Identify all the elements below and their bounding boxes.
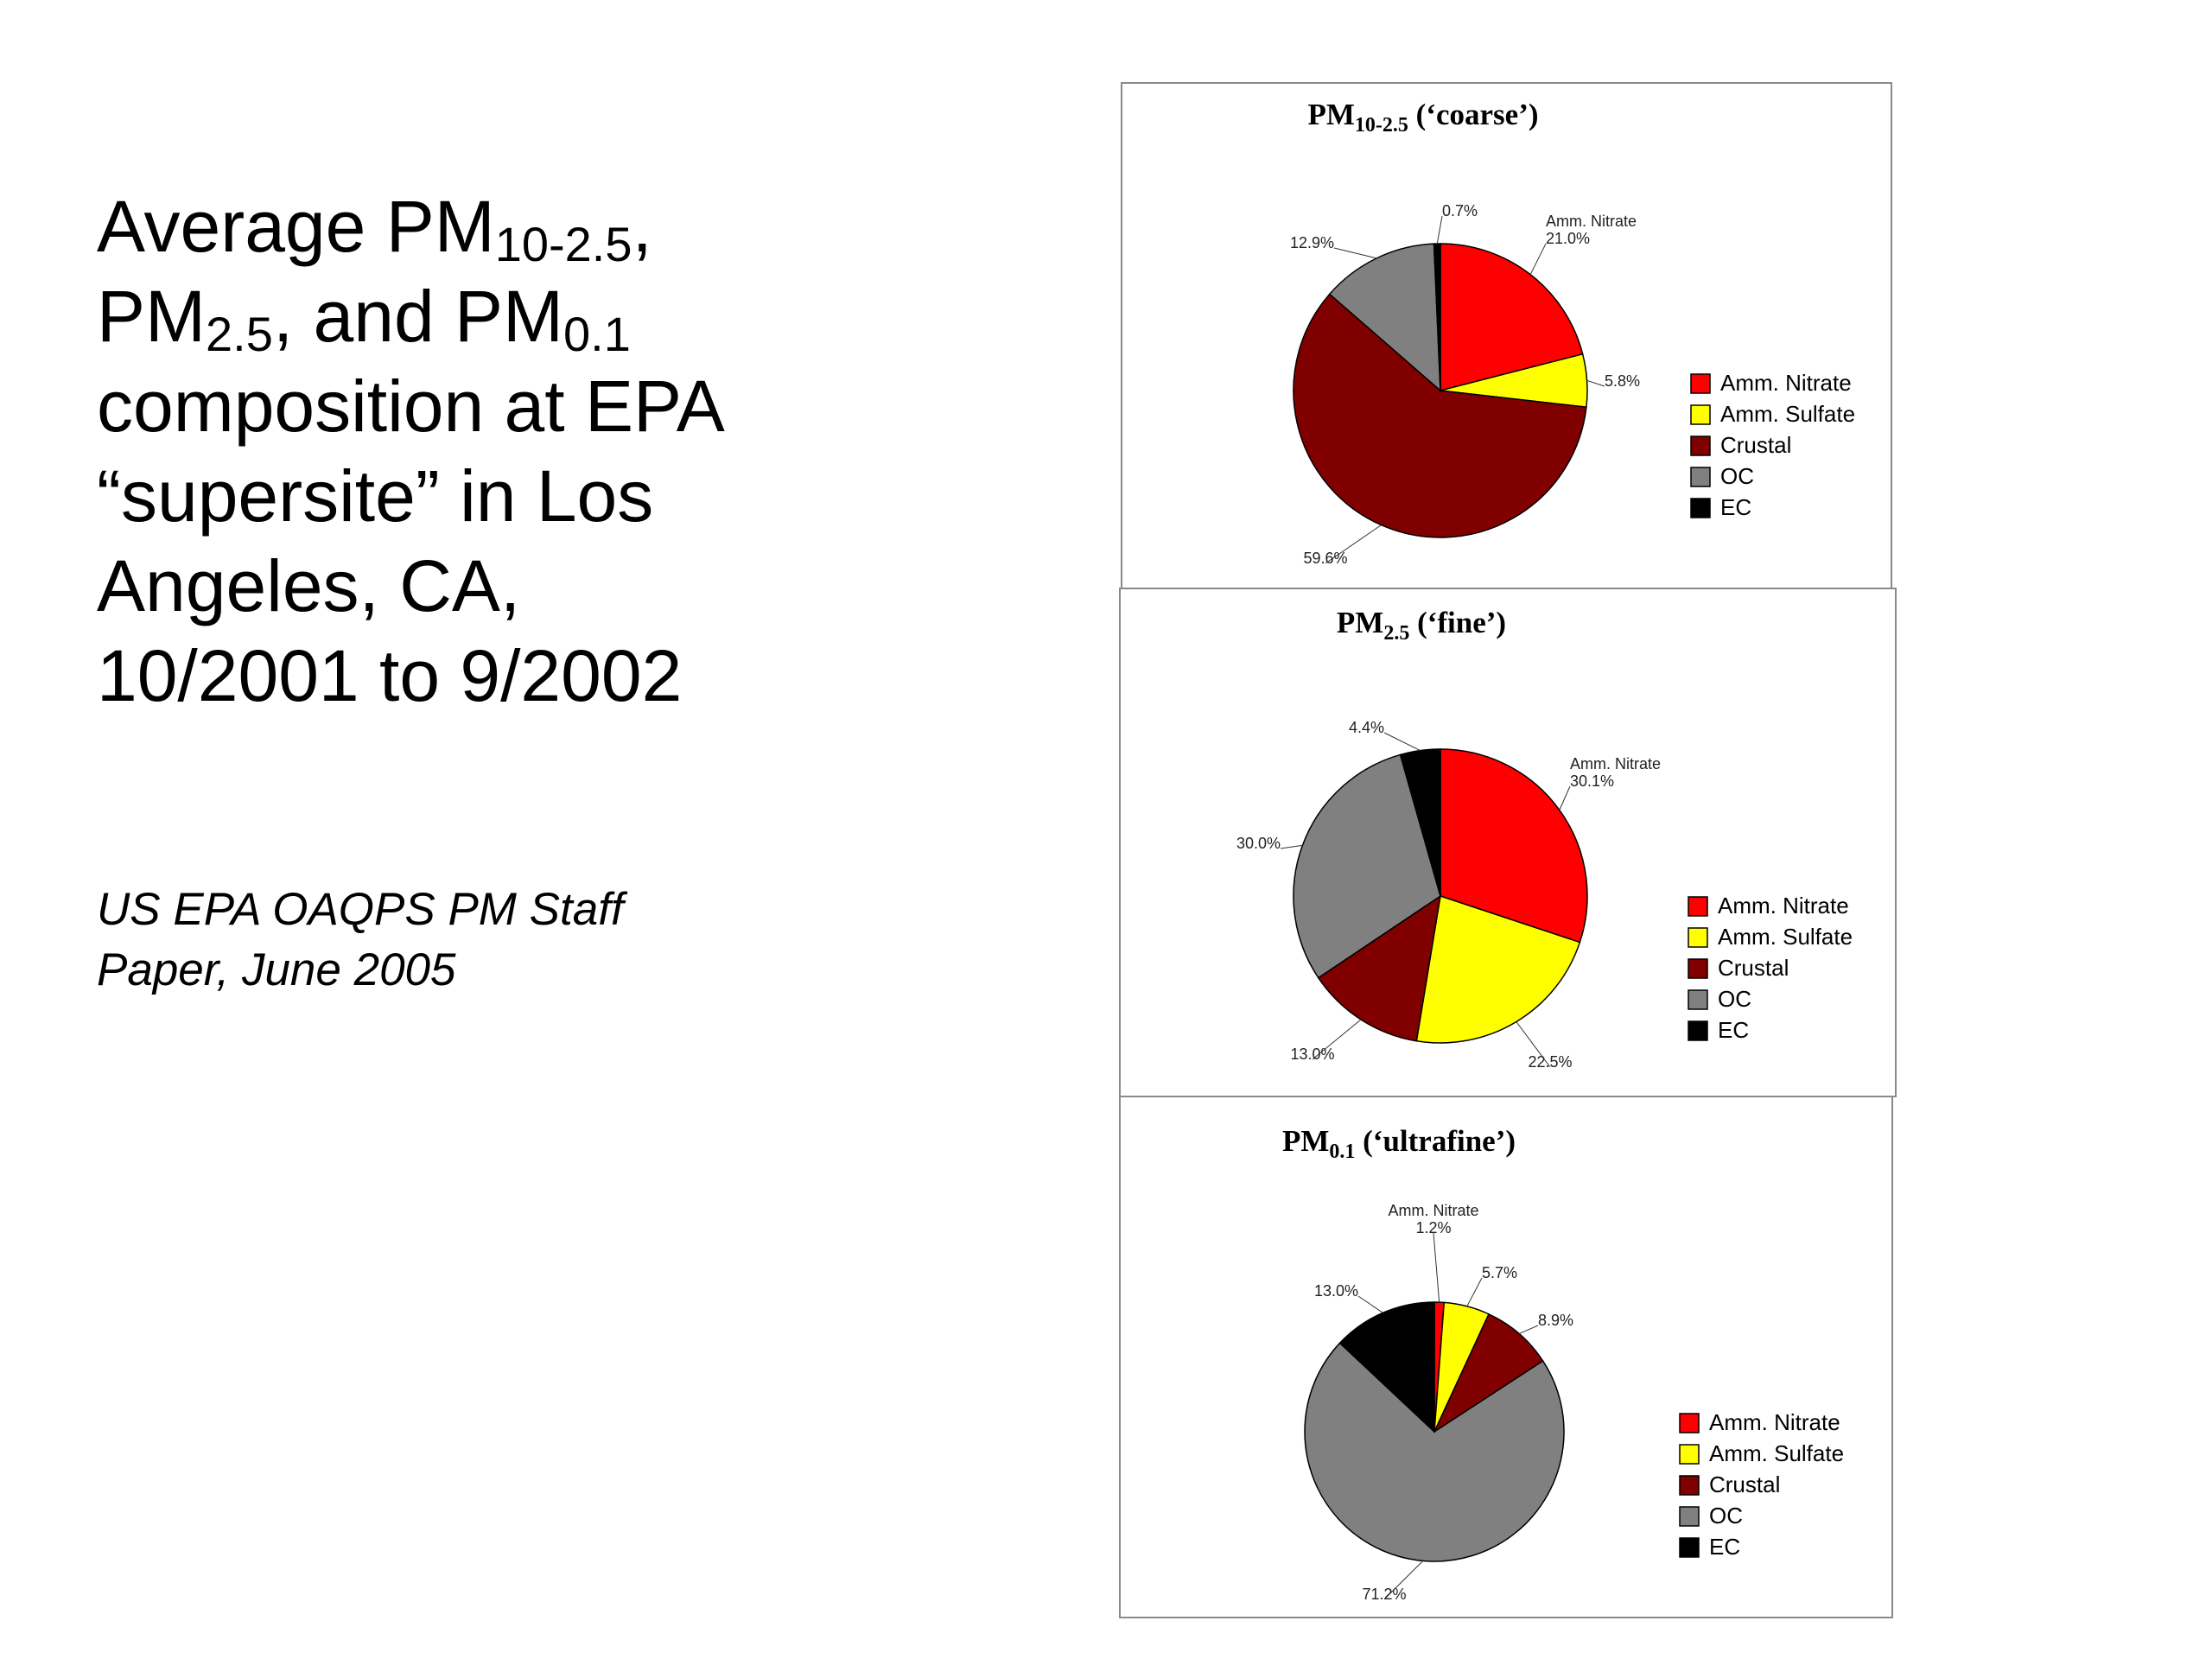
leader-line: [1437, 216, 1442, 244]
citation-line: US EPA OAQPS PM Staff: [97, 884, 624, 935]
legend-label-crustal: Crustal: [1718, 955, 1789, 981]
title-subscript: 10-2.5: [494, 217, 632, 272]
legend-label-ec: EC: [1718, 1017, 1750, 1043]
legend-label-crustal: Crustal: [1720, 432, 1792, 458]
pie-panel-ultrafine: [1119, 1096, 1893, 1618]
legend-swatch-amm-nitrate: [1691, 374, 1710, 393]
pie-panel-fine: [1119, 588, 1897, 1097]
legend-label-oc: OC: [1709, 1503, 1743, 1529]
data-label-amm-nitrate: Amm. Nitrate 21.0%: [1546, 213, 1637, 247]
pie-panel-coarse: [1121, 82, 1892, 592]
legend-swatch-oc: [1680, 1507, 1699, 1526]
chart-title: $PM_{2.5}$ (‘fine’): [1336, 606, 1507, 645]
legend-swatch-amm-sulfate: [1680, 1445, 1699, 1464]
data-label-oc: 71.2%: [1362, 1586, 1407, 1603]
leader-line: [1587, 380, 1605, 386]
leader-line: [1560, 786, 1570, 810]
data-label-amm-sulfate: 22.5%: [1528, 1053, 1573, 1071]
legend-swatch-amm-nitrate: [1688, 897, 1707, 916]
legend-label-oc: OC: [1720, 463, 1754, 489]
data-label-ec: 0.7%: [1442, 202, 1478, 219]
data-label-ec: 13.0%: [1313, 1282, 1358, 1300]
legend-swatch-oc: [1691, 467, 1710, 486]
title-text: 10/2001 to 9/2002: [97, 635, 683, 716]
legend-label-amm-sulfate: Amm. Sulfate: [1709, 1440, 1845, 1466]
data-label-amm-nitrate: Amm. Nitrate 30.1%: [1570, 755, 1662, 790]
data-label-amm-sulfate: 5.7%: [1482, 1264, 1518, 1281]
legend-swatch-crustal: [1680, 1476, 1699, 1495]
title-text: “supersite” in Los: [97, 455, 654, 537]
legend-swatch-ec: [1688, 1021, 1707, 1040]
legend-swatch-amm-sulfate: [1691, 405, 1710, 424]
legend-label-ec: EC: [1709, 1534, 1741, 1560]
legend-label-ec: EC: [1720, 494, 1752, 520]
pie-chart-fine: [1121, 589, 1898, 1099]
leader-line: [1334, 248, 1376, 258]
legend-label-amm-nitrate: Amm. Nitrate: [1720, 370, 1852, 396]
legend-swatch-amm-nitrate: [1680, 1414, 1699, 1433]
data-label-oc: 30.0%: [1236, 835, 1281, 852]
leader-line: [1384, 733, 1421, 751]
legend-swatch-amm-sulfate: [1688, 928, 1707, 947]
legend-swatch-crustal: [1688, 959, 1707, 978]
slide-title: [97, 181, 874, 721]
legend-label-amm-sulfate: Amm. Sulfate: [1718, 924, 1853, 950]
legend-swatch-oc: [1688, 990, 1707, 1009]
title-text: ,: [632, 186, 652, 267]
legend-swatch-crustal: [1691, 436, 1710, 455]
citation-line: Paper, June 2005: [97, 944, 456, 995]
leader-line: [1467, 1278, 1482, 1306]
data-label-crustal: 13.0%: [1290, 1046, 1335, 1063]
chart-title: $PM_{10-2.5}$ (‘coarse’): [1307, 98, 1539, 137]
leader-line: [1530, 244, 1546, 275]
legend-label-amm-nitrate: Amm. Nitrate: [1709, 1409, 1840, 1435]
title-text: composition at EPA: [97, 365, 725, 447]
leader-line: [1358, 1296, 1382, 1313]
legend-label-crustal: Crustal: [1709, 1471, 1781, 1497]
title-text: , and PM: [272, 276, 564, 357]
title-text: Angeles, CA,: [97, 545, 521, 626]
legend-swatch-ec: [1691, 499, 1710, 518]
data-label-amm-nitrate: Amm. Nitrate 1.2%: [1388, 1202, 1479, 1236]
data-label-oc: 12.9%: [1289, 234, 1334, 251]
leader-line: [1281, 845, 1302, 849]
title-subscript: 0.1: [563, 307, 631, 362]
title-subscript: 2.5: [206, 307, 273, 362]
data-label-amm-sulfate: 5.8%: [1605, 372, 1641, 390]
legend-label-amm-nitrate: Amm. Nitrate: [1718, 893, 1849, 918]
legend-label-oc: OC: [1718, 986, 1751, 1012]
chart-title: $PM_{0.1}$ (‘ultrafine’): [1281, 1124, 1516, 1163]
legend-label-amm-sulfate: Amm. Sulfate: [1720, 401, 1856, 427]
title-text: PM: [97, 276, 206, 357]
citation: [97, 880, 788, 1001]
leader-line: [1519, 1325, 1538, 1334]
data-label-crustal: 59.6%: [1303, 550, 1348, 567]
data-label-crustal: 8.9%: [1538, 1312, 1574, 1329]
title-text: Average PM: [97, 186, 495, 267]
legend-swatch-ec: [1680, 1538, 1699, 1557]
leader-line: [1433, 1233, 1440, 1302]
pie-chart-coarse: [1122, 84, 1894, 594]
pie-chart-ultrafine: [1121, 1097, 1895, 1620]
data-label-ec: 4.4%: [1348, 719, 1384, 736]
